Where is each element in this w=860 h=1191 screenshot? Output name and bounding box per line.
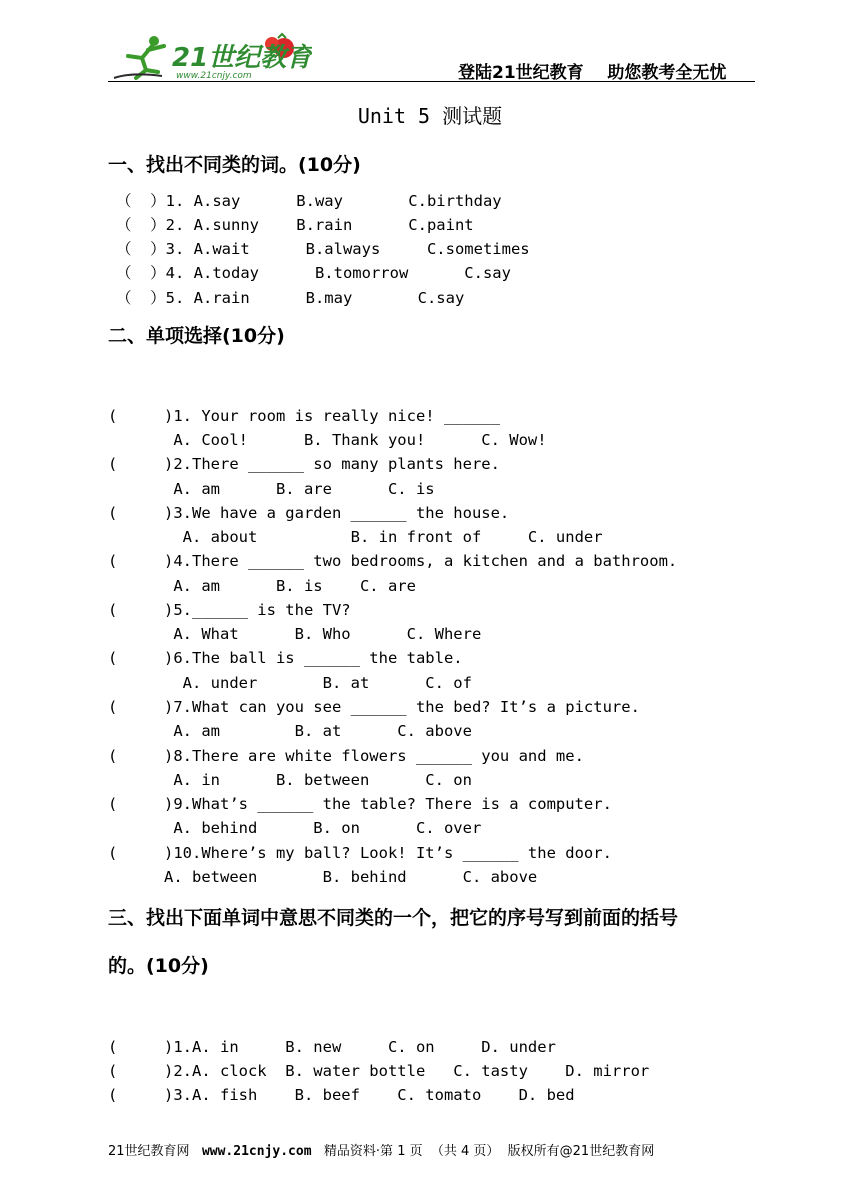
options-line: A. about B. in front of C. under bbox=[108, 528, 603, 546]
svg-text:21世纪教育: 21世纪教育 bbox=[172, 43, 312, 73]
header-divider bbox=[108, 81, 755, 82]
options-line: A. under B. at C. of bbox=[108, 674, 472, 692]
options-line: A. What B. Who C. Where bbox=[108, 625, 482, 643]
footer-site-name: 21世纪教育网 bbox=[108, 1144, 202, 1159]
options-line: A. am B. at C. above bbox=[108, 722, 472, 740]
question-line: ( )2.A. clock B. water bottle C. tasty D. mirror bbox=[108, 1062, 650, 1080]
section1-heading: 一、找出不同类的词。(10分) bbox=[108, 154, 361, 176]
logo bbox=[112, 32, 312, 82]
title-cn: 测试题 bbox=[442, 104, 503, 128]
logo-graphic bbox=[112, 32, 312, 82]
question-line: ( )5.______ is the TV? bbox=[108, 601, 351, 619]
options-line: A. in B. between C. on bbox=[108, 771, 472, 789]
options-line: A. am B. is C. are bbox=[108, 577, 416, 595]
question-line: ( )6.The ball is ______ the table. bbox=[108, 649, 463, 667]
section3-heading-cont: 的。(10分) bbox=[108, 955, 209, 977]
question-line: ( )3.We have a garden ______ the house. bbox=[108, 504, 510, 522]
question-line: ( )4.There ______ two bedrooms, a kitchen and a bathroom. bbox=[108, 552, 678, 570]
page-footer bbox=[108, 1140, 654, 1159]
options-line: A. Cool! B. Thank you! C. Wow! bbox=[108, 431, 547, 449]
svg-text:www.21cnjy.com: www.21cnjy.com bbox=[176, 71, 252, 81]
question-line: ( )9.What’s ______ the table? There is a computer. bbox=[108, 795, 612, 813]
question-line: ( )8.There are white flowers ______ you and me. bbox=[108, 747, 584, 765]
section3-heading: 三、找出下面单词中意思不同类的一个，把它的序号写到前面的括号 bbox=[108, 907, 679, 929]
section2-heading: 二、单项选择(10分) bbox=[108, 325, 285, 347]
question-line: ( )7.What can you see ______ the bed? It’s a picture. bbox=[108, 698, 640, 716]
section1-item: （ ）5. A.rain B.may C.say bbox=[116, 289, 465, 307]
page-title bbox=[0, 100, 860, 129]
section1-item: （ ）3. A.wait B.always C.sometimes bbox=[116, 240, 530, 258]
options-line: A. behind B. on C. over bbox=[108, 819, 482, 837]
footer-page-info: 精品资料·第 1 页 （共 4 页） 版权所有@21世纪教育网 bbox=[311, 1144, 655, 1159]
section1-item: （ ）1. A.say B.way C.birthday bbox=[116, 192, 502, 210]
section1-item: （ ）2. A.sunny B.rain C.paint bbox=[116, 216, 474, 234]
question-line: ( )1.A. in B. new C. on D. under bbox=[108, 1038, 556, 1056]
question-line: ( )3.A. fish B. beef C. tomato D. bed bbox=[108, 1086, 575, 1104]
question-line: ( )2.There ______ so many plants here. bbox=[108, 455, 500, 473]
question-line: ( )10.Where’s my ball? Look! It’s ______ the door. bbox=[108, 844, 612, 862]
title-unit: Unit 5 bbox=[357, 104, 443, 128]
header-slogan: 登陆21世纪教育 助您教考全无忧 bbox=[458, 63, 727, 83]
options-line: A. am B. are C. is bbox=[108, 480, 435, 498]
section1-item: （ ）4. A.today B.tomorrow C.say bbox=[116, 264, 511, 282]
question-line: ( )1. Your room is really nice! ______ bbox=[108, 407, 500, 425]
footer-url[interactable]: www.21cnjy.com bbox=[201, 1144, 312, 1159]
options-line: A. between B. behind C. above bbox=[108, 868, 538, 886]
